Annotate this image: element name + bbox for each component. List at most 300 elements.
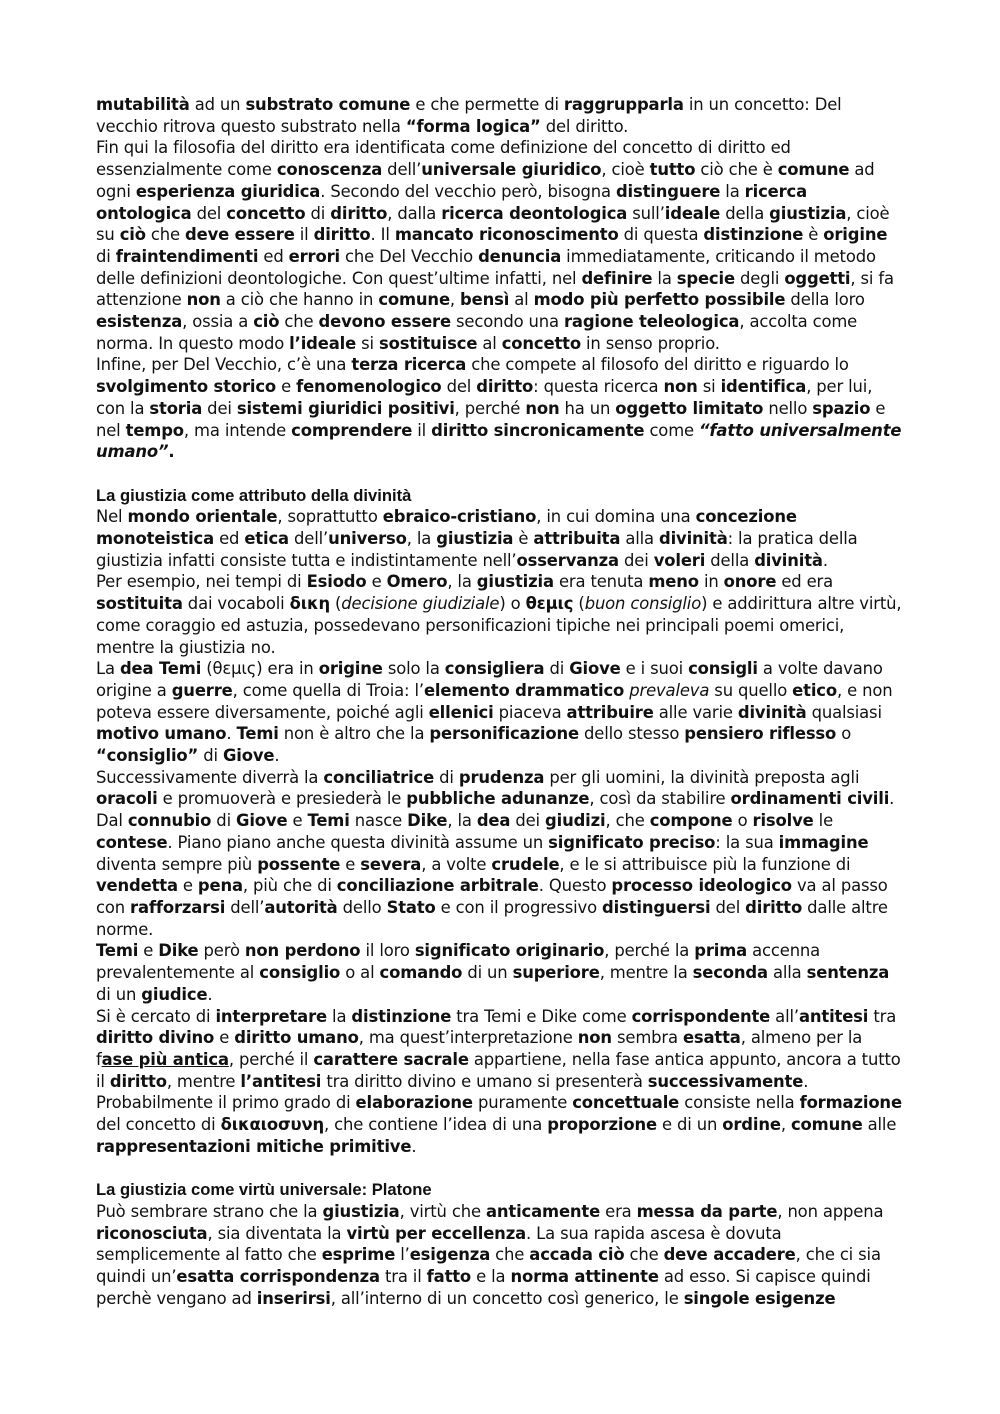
text-run: concetto [501,333,581,353]
text-run: inserirsi [256,1288,331,1308]
section-heading: La giustizia come virtù universale: Platone [96,1180,432,1200]
text-run: o al [340,963,380,983]
text-run: l’antitesi [240,1071,322,1091]
text-run: , ma intende [183,420,292,440]
text-run: consigli [688,659,758,679]
paragraph [96,571,904,658]
text-run: dei [618,550,654,570]
text-run: Temi [236,724,279,744]
text-run: che compete al filosofo del diritto e riguardo lo [466,355,849,375]
text-run: contese [96,832,168,852]
text-run: del [191,203,227,223]
text-run: giustizia [476,572,554,592]
text-run: ad un [189,95,246,114]
text-run: divinità [658,529,728,549]
text-run: universale giuridico [421,160,602,180]
text-run: proporzione [547,1115,657,1135]
text-run: pena [197,876,243,896]
text-run: è [803,225,824,245]
text-run: motivo umano [96,724,227,744]
text-run: distinguersi [602,898,711,917]
text-run: La [96,659,120,679]
text-run: , [449,290,461,310]
text-run: conoscenza [276,160,383,180]
text-run: Temi [307,811,350,831]
text-run: risolve [752,811,814,831]
text-run: onore [723,572,777,592]
text-run: Si è cercato di [96,1006,216,1026]
text-run: origine [823,225,888,245]
text-run: ase più antica [101,1049,229,1069]
text-run: : la pratica della giustizia infatti consiste tutta e indistintamente nell’ [96,529,858,570]
text-run: diritto [476,377,534,397]
text-run: ad esso. Si capisce quindi perchè vengano ad [96,1266,871,1308]
document-page [96,94,904,1309]
text-run: , come quella di Troia: l’ [232,680,424,700]
text-run: attribuire [566,702,654,722]
text-run: dell’ [288,529,329,549]
text-run: carattere sacrale [313,1049,469,1069]
text-run: che [145,225,186,245]
text-run: diritto sincronicamente [431,420,645,440]
text-run: il loro [360,941,415,961]
text-run: giustizia [769,203,847,223]
text-run: autorità [264,898,338,917]
text-run: vendetta [96,876,178,896]
text-run: Dike [407,811,448,831]
text-run: , all’interno di un concetto così generico, le [330,1288,684,1308]
text-run: , in cui domina una [536,507,696,527]
text-run: . [822,550,828,570]
text-run: della loro [785,290,865,310]
text-run: in un concetto: Del vecchio ritrova questo substrato nella [96,95,842,136]
text-run: consiste nella [679,1093,800,1113]
paragraph [96,810,904,940]
paragraph [96,940,904,1005]
text-run: o [836,724,852,744]
text-run: e con il progressivo [435,898,603,917]
text-run: del diritto. [540,116,629,136]
text-run: (θεμις) era in [201,659,319,679]
text-run: ciò che è [695,160,778,180]
text-run: errori [288,246,340,266]
text-run: specie [676,268,735,288]
text-run: ragione teleologica [563,312,740,332]
text-run: nello [763,398,813,418]
text-run: l’ideale [289,333,357,353]
text-run: divinità [754,550,823,570]
text-run: per gli uomini, la divinità preposta agli [544,767,860,787]
text-run: , cioè [601,160,650,180]
text-run: consiglio [259,963,341,983]
text-run: , si fa attenzione [96,268,894,310]
text-run: del [710,898,746,917]
text-run: etica [244,529,289,549]
text-run: dei [202,398,237,418]
text-run: degli [734,268,785,288]
text-run: . [803,1071,809,1091]
text-run: ordine [722,1115,781,1135]
text-run: terza ricerca [351,355,467,375]
text-run: come [644,420,700,440]
text-run: deve accadere [663,1245,796,1265]
section-heading: La giustizia come attributo della divinità [96,485,412,505]
text-run: dell’ [382,160,422,180]
text-run: successivamente [647,1071,804,1091]
text-run: il [412,420,432,440]
text-run: accada ciò [529,1245,625,1265]
text-run: processo ideologico [611,876,792,896]
text-run: , accolta come norma. In questo modo [96,312,858,353]
section-gap [96,1157,904,1179]
text-run: Infine, per Del Vecchio, c’è una [96,355,352,375]
text-run: all’ [770,1006,799,1026]
text-run: accenna prevalentemente al [96,941,821,983]
text-run: le [813,811,834,831]
text-run: Giove [569,659,621,679]
text-run: di [434,767,459,787]
text-run: che [279,312,319,332]
text-run: di [198,746,223,766]
text-run: ellenici [428,702,494,722]
text-run: , perché il [228,1049,314,1069]
paragraph [96,1201,904,1310]
text-run: θεμις [525,594,574,614]
text-run: diritto [330,203,388,223]
text-run: giudice [141,984,208,1004]
text-run: , più che di [242,876,337,896]
text-run: ricerca deontologica [441,203,628,223]
text-run: Per esempio, nei tempi di [96,572,307,592]
text-run: diventa sempre più [96,854,258,874]
text-run: buon consiglio [584,594,702,614]
text-run: immediatamente, criticando il metodo delle definizioni deontologiche. Con quest’ultime infatti, nel [96,246,876,288]
text-run: e di un [656,1115,723,1135]
text-run: prevaleva [629,680,710,700]
text-run: esatta [682,1028,741,1048]
text-run: e la [471,1266,511,1286]
text-run: piaceva [493,702,567,722]
text-run: , che [605,811,650,831]
text-run: si [697,377,721,397]
text-run: il [294,225,314,245]
text-run: consigliera [444,659,545,679]
text-run: ed [214,529,245,549]
text-run: in senso proprio. [580,333,720,353]
text-run: appartiene, nella fase antica appunto, ancora a tutto il [96,1049,901,1091]
text-run: , cioè su [96,203,890,245]
text-run: ) o [499,594,526,614]
text-run: comando [379,963,463,983]
text-run: oggetto limitato [615,398,764,418]
text-run: . [274,746,280,766]
text-run: ed era [776,572,834,592]
text-run: e [287,811,308,831]
text-run: , sia diventata la [207,1223,347,1243]
text-run: modo più perfetto possibile [533,290,786,310]
text-run: prima [694,941,748,961]
text-run: ebraico-cristiano [382,507,537,527]
text-run: non è altro che la [278,724,430,744]
text-run: concetto [226,203,306,223]
text-run: , non appena [777,1201,884,1221]
text-run: o [732,811,753,831]
text-run: , mentre la [599,963,693,983]
text-run: su quello [709,680,793,700]
text-run: osservanza [516,550,619,570]
text-run: al [477,333,502,353]
text-run: elemento drammatico [423,680,625,700]
text-run: a volte davano origine a [96,659,883,700]
text-run: ed [258,246,289,266]
text-run: oracoli [96,789,158,809]
text-run: , almeno per la f [96,1028,863,1069]
paragraph [96,767,904,810]
text-run: antitesi [798,1006,869,1026]
text-run: messa da parte [636,1201,778,1221]
text-run: raggrupparla [563,95,684,114]
text-run: conciliatrice [323,767,435,787]
text-run: , e le si attribuisce più la funzione di [559,854,851,874]
text-run: immagine [778,832,869,852]
text-run: ) e addirittura altre virtù, come coraggio ed astuzia, possedevano personificazioni tipiche nei principali poemi omerici, mentre la giustizia no. [96,594,902,657]
text-run: pubbliche adunanze [406,789,590,809]
text-run: divinità [737,702,807,722]
text-run: Probabilmente il primo grado di [96,1093,356,1113]
text-run: . Il [370,225,395,245]
text-run: Nel [96,507,128,527]
text-run: era [600,1201,637,1221]
text-run: . [168,442,175,462]
text-run: distinzione [703,225,804,245]
text-run: Dal [96,811,128,831]
text-run: anticamente [485,1201,601,1221]
text-run: diritto divino [96,1028,215,1048]
text-run: fraintendimenti [115,246,259,266]
paragraph [96,1092,904,1157]
text-run: , mentre [166,1071,241,1091]
text-run: : questa ricerca [533,377,664,397]
text-run: e [138,941,159,961]
text-run: esistenza [96,312,183,332]
text-run: mondo orientale [127,507,278,527]
text-run: virtù per eccellenza [346,1223,527,1243]
text-run: di [305,203,331,223]
text-run: , la [406,529,437,549]
text-run: dalle altre norme. [96,898,888,939]
text-run: alle varie [653,702,738,722]
text-run: sembra [611,1028,683,1048]
text-run: a ciò che hanno in [220,290,379,310]
paragraph [96,506,904,571]
text-run: singole esigenze [683,1288,836,1308]
text-run: ( [329,594,342,614]
text-run: non [186,290,221,310]
text-run: fenomenologico [296,377,442,397]
text-run: , e non poteva essere diversamente, poiché agli [96,680,893,722]
text-run: di [96,246,116,266]
text-run: solo la [382,659,445,679]
text-run: è [513,529,534,549]
text-run: personificazione [429,724,579,744]
text-run: di [544,659,570,679]
text-run: Omero [386,572,448,592]
text-run: mutabilità [96,95,190,114]
text-run: non [525,398,560,418]
text-run: diritto [745,898,803,917]
text-run: qualsiasi [806,702,882,722]
paragraph [96,354,904,463]
text-run: compone [649,811,733,831]
text-run: del [441,377,477,397]
text-run: esprime [321,1245,396,1265]
text-run: decisione giudiziale [341,594,500,614]
text-run: secondo una [450,312,564,332]
text-run: della [720,203,770,223]
text-run: , perché [454,398,526,418]
text-run: “fatto universalmente umano” [96,420,902,462]
text-run: significato preciso [548,832,716,852]
text-run: tra diritto divino e umano si presenterà [321,1071,648,1091]
text-run: , ossia a [182,312,254,332]
text-run: alle [862,1115,897,1135]
text-run: , perché la [604,941,695,961]
text-run: significato originario [414,941,605,961]
paragraph [96,137,904,354]
text-run: dell’ [225,898,265,917]
text-run: . La sua rapida ascesa è dovuta semplicemente al fatto che [96,1223,782,1265]
text-run: etico [792,680,837,700]
text-run: origine [318,659,383,679]
text-run: interpretare [215,1006,327,1026]
text-run: superiore [512,963,600,983]
text-run: esperienza giuridica [135,181,321,201]
text-run: definire [581,268,653,288]
text-run: , per lui, con la [96,377,873,418]
text-run: diritto [109,1071,167,1091]
text-run: Esiodo [306,572,367,592]
text-run: Può sembrare strano che la [96,1201,323,1221]
text-run: comprendere [291,420,413,440]
text-run: la [720,181,745,201]
text-run: fatto [426,1266,472,1286]
text-run: al [509,290,534,310]
text-run: attribuita [533,529,621,549]
text-run: di [211,811,237,831]
text-run: . Questo [538,876,612,896]
text-run: alla [767,963,807,983]
text-run: prudenza [458,767,545,787]
text-run: Successivamente diverrà la [96,767,324,787]
text-run: e nel [96,398,886,440]
text-run: sentenza [806,963,890,983]
text-run: rafforzarsi [130,898,226,917]
text-run: in [698,572,724,592]
text-run: δικαιοσυνη [220,1115,325,1135]
text-run: sostituisce [379,333,478,353]
text-run: , la [447,811,477,831]
text-run: Giove [222,746,275,766]
text-run: ad ogni [96,160,875,201]
text-run: e [177,876,198,896]
text-run: , la [447,572,477,592]
text-run: la [327,1006,352,1026]
text-run: svolgimento storico [96,377,277,397]
text-run: rappresentazioni mitiche primitive [96,1136,412,1156]
text-run: puramente [472,1093,573,1113]
text-run: , a volte [421,854,492,874]
text-run: distinguere [615,181,721,201]
paragraph [96,94,904,137]
text-run: spazio [812,398,871,418]
text-run: , ma quest’interpretazione [358,1028,578,1048]
text-run: dello stesso [578,724,685,744]
text-run: esatta corrispondenza [176,1266,380,1286]
text-run: dea Temi [119,659,202,679]
text-run: diritto umano [234,1028,359,1048]
text-run: dello [337,898,387,917]
text-run: ciò [119,225,146,245]
text-run: concezione monoteistica [96,507,797,549]
text-run: Dike [158,941,199,961]
text-run: Temi [96,941,139,961]
text-run: mancato riconoscimento [394,225,619,245]
text-run: comune [790,1115,863,1135]
text-run: . [207,984,213,1004]
text-run: bensì [460,290,510,310]
text-run: voleri [653,550,706,570]
text-run: δικη [289,594,330,614]
section-gap [96,463,904,485]
text-run: ciò [253,312,280,332]
text-run: giustizia [322,1201,400,1221]
text-run: ha un [559,398,616,418]
text-run: concettuale [572,1093,680,1113]
text-run: “consiglio” [96,746,199,766]
text-run: substrato comune [245,95,411,114]
text-run: dei [510,811,546,831]
text-run: non perdono [244,941,361,961]
text-run: dea [476,811,511,831]
text-run: nasce [349,811,408,831]
text-run: possente [257,854,341,874]
text-run: e [214,1028,235,1048]
text-run: guerre [171,680,233,700]
text-run: di questa [618,225,704,245]
text-run: formazione [799,1093,902,1113]
text-run: tra [868,1006,897,1026]
paragraph [96,1006,904,1093]
text-run: e che permette di [410,95,564,114]
paragraph [96,658,904,767]
text-run: : la sua [715,832,779,852]
text-run: , soprattutto [277,507,383,527]
text-run: della [705,550,755,570]
text-run: tra il [379,1266,427,1286]
text-run: di un [462,963,513,983]
text-run: . Piano piano anche questa divinità assume un [167,832,549,852]
text-run: tra Temi e Dike come [451,1006,632,1026]
text-run: ordinamenti civili [730,789,890,809]
text-run: comune [378,290,450,310]
text-run: crudele [491,854,560,874]
text-run: sostituita [96,594,183,614]
text-run: “forma logica” [405,116,541,136]
text-run: Stato [386,898,436,917]
text-run: . [411,1136,417,1156]
text-run: corrispondente [631,1006,771,1026]
text-run: Giove [236,811,288,831]
